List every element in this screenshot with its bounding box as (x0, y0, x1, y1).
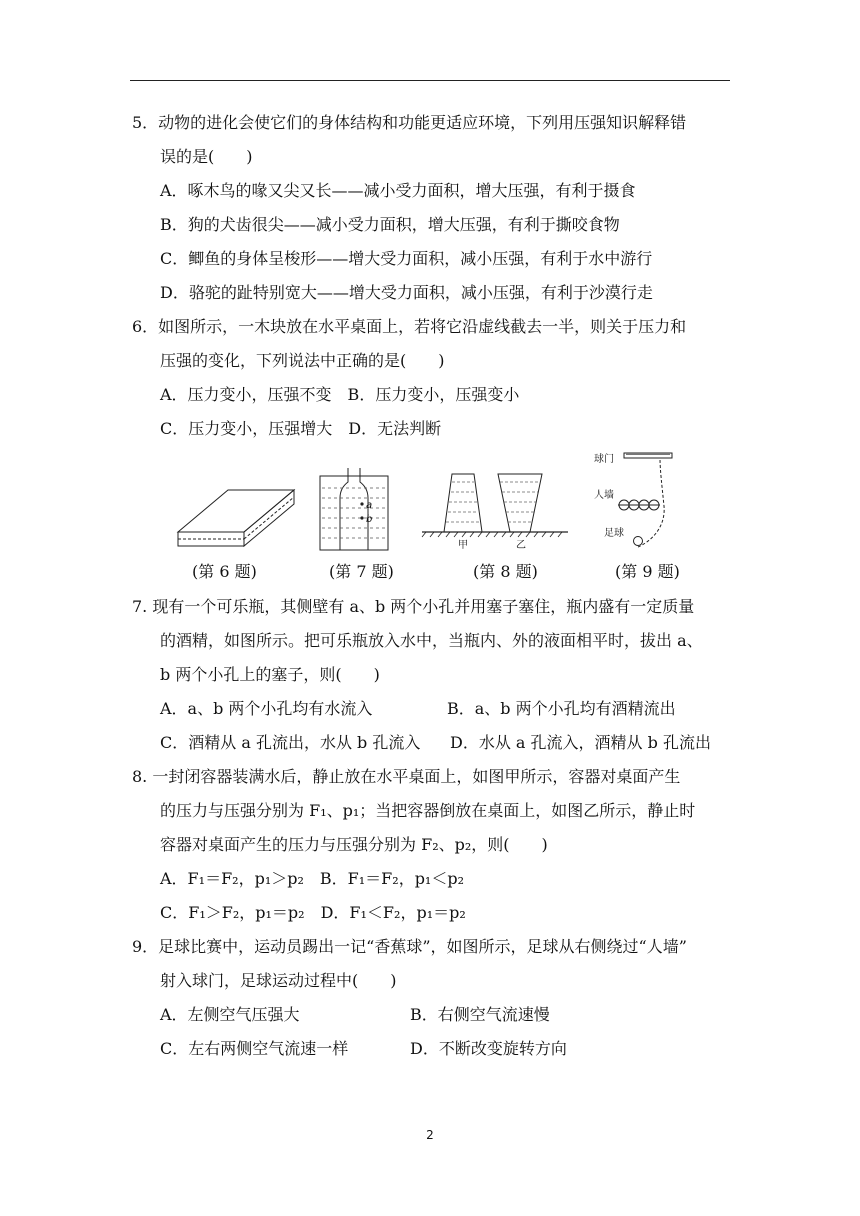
figure-9-banana-kick (590, 450, 690, 554)
player-wall (618, 500, 660, 510)
figure-6-wood-block (176, 488, 300, 552)
figure-7-bottle (318, 466, 408, 556)
q6-stem-line1: 6．如图所示，一木块放在水平桌面上，若将它沿虚线截去一半，则关于压力和 (132, 317, 687, 336)
q7-option-a: A．a、b 两个小孔均有水流入 (160, 699, 373, 718)
fig9-label-ball: 足球 (604, 528, 624, 539)
q9-option-d: D．不断改变旋转方向 (410, 1039, 567, 1058)
q6-options-cd: C．压力变小，压强增大 D．无法判断 (160, 419, 442, 438)
q9-stem-line2: 射入球门，足球运动过程中( ) (160, 971, 397, 990)
q6-stem-line2: 压强的变化，下列说法中正确的是( ) (160, 351, 445, 370)
q8-options-cd: C．F₁＞F₂，p₁＝p₂ D．F₁＜F₂，p₁＝p₂ (160, 903, 466, 922)
figure-7-caption: (第 7 题) (329, 562, 394, 581)
q9-option-a: A．左侧空气压强大 (160, 1005, 300, 1024)
q8-stem-line2: 的压力与压强分别为 F₁、p₁；当把容器倒放在桌面上，如图乙所示，静止时 (160, 801, 696, 820)
q8-options-ab: A．F₁＝F₂，p₁＞p₂ B．F₁＝F₂，p₁＜p₂ (160, 869, 465, 888)
q5-option-c: C．鲫鱼的身体呈梭形——增大受力面积，减小压强，有利于水中游行 (160, 249, 653, 268)
football (634, 537, 643, 546)
fig8-label-yi: 乙 (516, 540, 526, 551)
q5-option-a: A．啄木鸟的喙又尖又长——减小受力面积，增大压强，有利于摄食 (160, 181, 636, 200)
fig7-label-b: b (366, 514, 373, 525)
q9-option-b: B．右侧空气流速慢 (410, 1005, 550, 1024)
q5-option-d: D．骆驼的趾特别宽大——增大受力面积，减小压强，有利于沙漠行走 (160, 283, 653, 302)
q7-stem-line3: b 两个小孔上的塞子，则( ) (160, 665, 380, 684)
q7-stem-line2: 的酒精，如图所示。把可乐瓶放入水中，当瓶内、外的液面相平时，拔出 a、 (160, 631, 703, 650)
q9-option-c: C．左右两侧空气流速一样 (160, 1039, 349, 1058)
figure-8-containers (422, 470, 568, 554)
figure-6-caption: (第 6 题) (192, 562, 257, 581)
hole-b-marker (360, 516, 363, 519)
q8-stem-line3: 容器对桌面产生的压力与压强分别为 F₂、p₂，则( ) (160, 835, 548, 854)
q7-stem-line1: 7. 现有一个可乐瓶，其侧壁有 a、b 两个小孔并用塞子塞住，瓶内盛有一定质量 (132, 597, 695, 616)
q5-stem-line2: 误的是( ) (160, 147, 253, 166)
figure-9-caption: (第 9 题) (615, 562, 680, 581)
q7-option-c: C．酒精从 a 孔流出，水从 b 孔流入 (160, 733, 421, 752)
fig7-label-a: a (366, 500, 373, 511)
fig9-label-goal: 球门 (594, 454, 614, 465)
q5-option-b: B．狗的犬齿很尖——减小受力面积，增大压强，有利于撕咬食物 (160, 215, 620, 234)
hole-a-marker (360, 502, 363, 505)
q7-option-d: D．水从 a 孔流入，酒精从 b 孔流出 (450, 733, 711, 752)
q7-option-b: B．a、b 两个小孔均有酒精流出 (447, 699, 676, 718)
q9-stem-line1: 9．足球比赛中，运动员踢出一记“香蕉球”，如图所示，足球从右侧绕过“人墙” (132, 937, 687, 956)
page-number: 2 (426, 1128, 434, 1142)
header-rule (130, 80, 730, 81)
fig9-label-wall: 人墙 (594, 490, 614, 501)
q8-stem-line1: 8. 一封闭容器装满水后，静止放在水平桌面上，如图甲所示，容器对桌面产生 (132, 767, 681, 786)
ball-trajectory (638, 458, 664, 547)
q5-stem-line1: 5．动物的进化会使它们的身体结构和功能更适应环境，下列用压强知识解释错 (132, 113, 687, 132)
q6-options-ab: A．压力变小，压强不变 B．压力变小，压强变小 (160, 385, 520, 404)
fig8-label-jia: 甲 (458, 540, 468, 551)
figure-8-caption: (第 8 题) (473, 562, 538, 581)
